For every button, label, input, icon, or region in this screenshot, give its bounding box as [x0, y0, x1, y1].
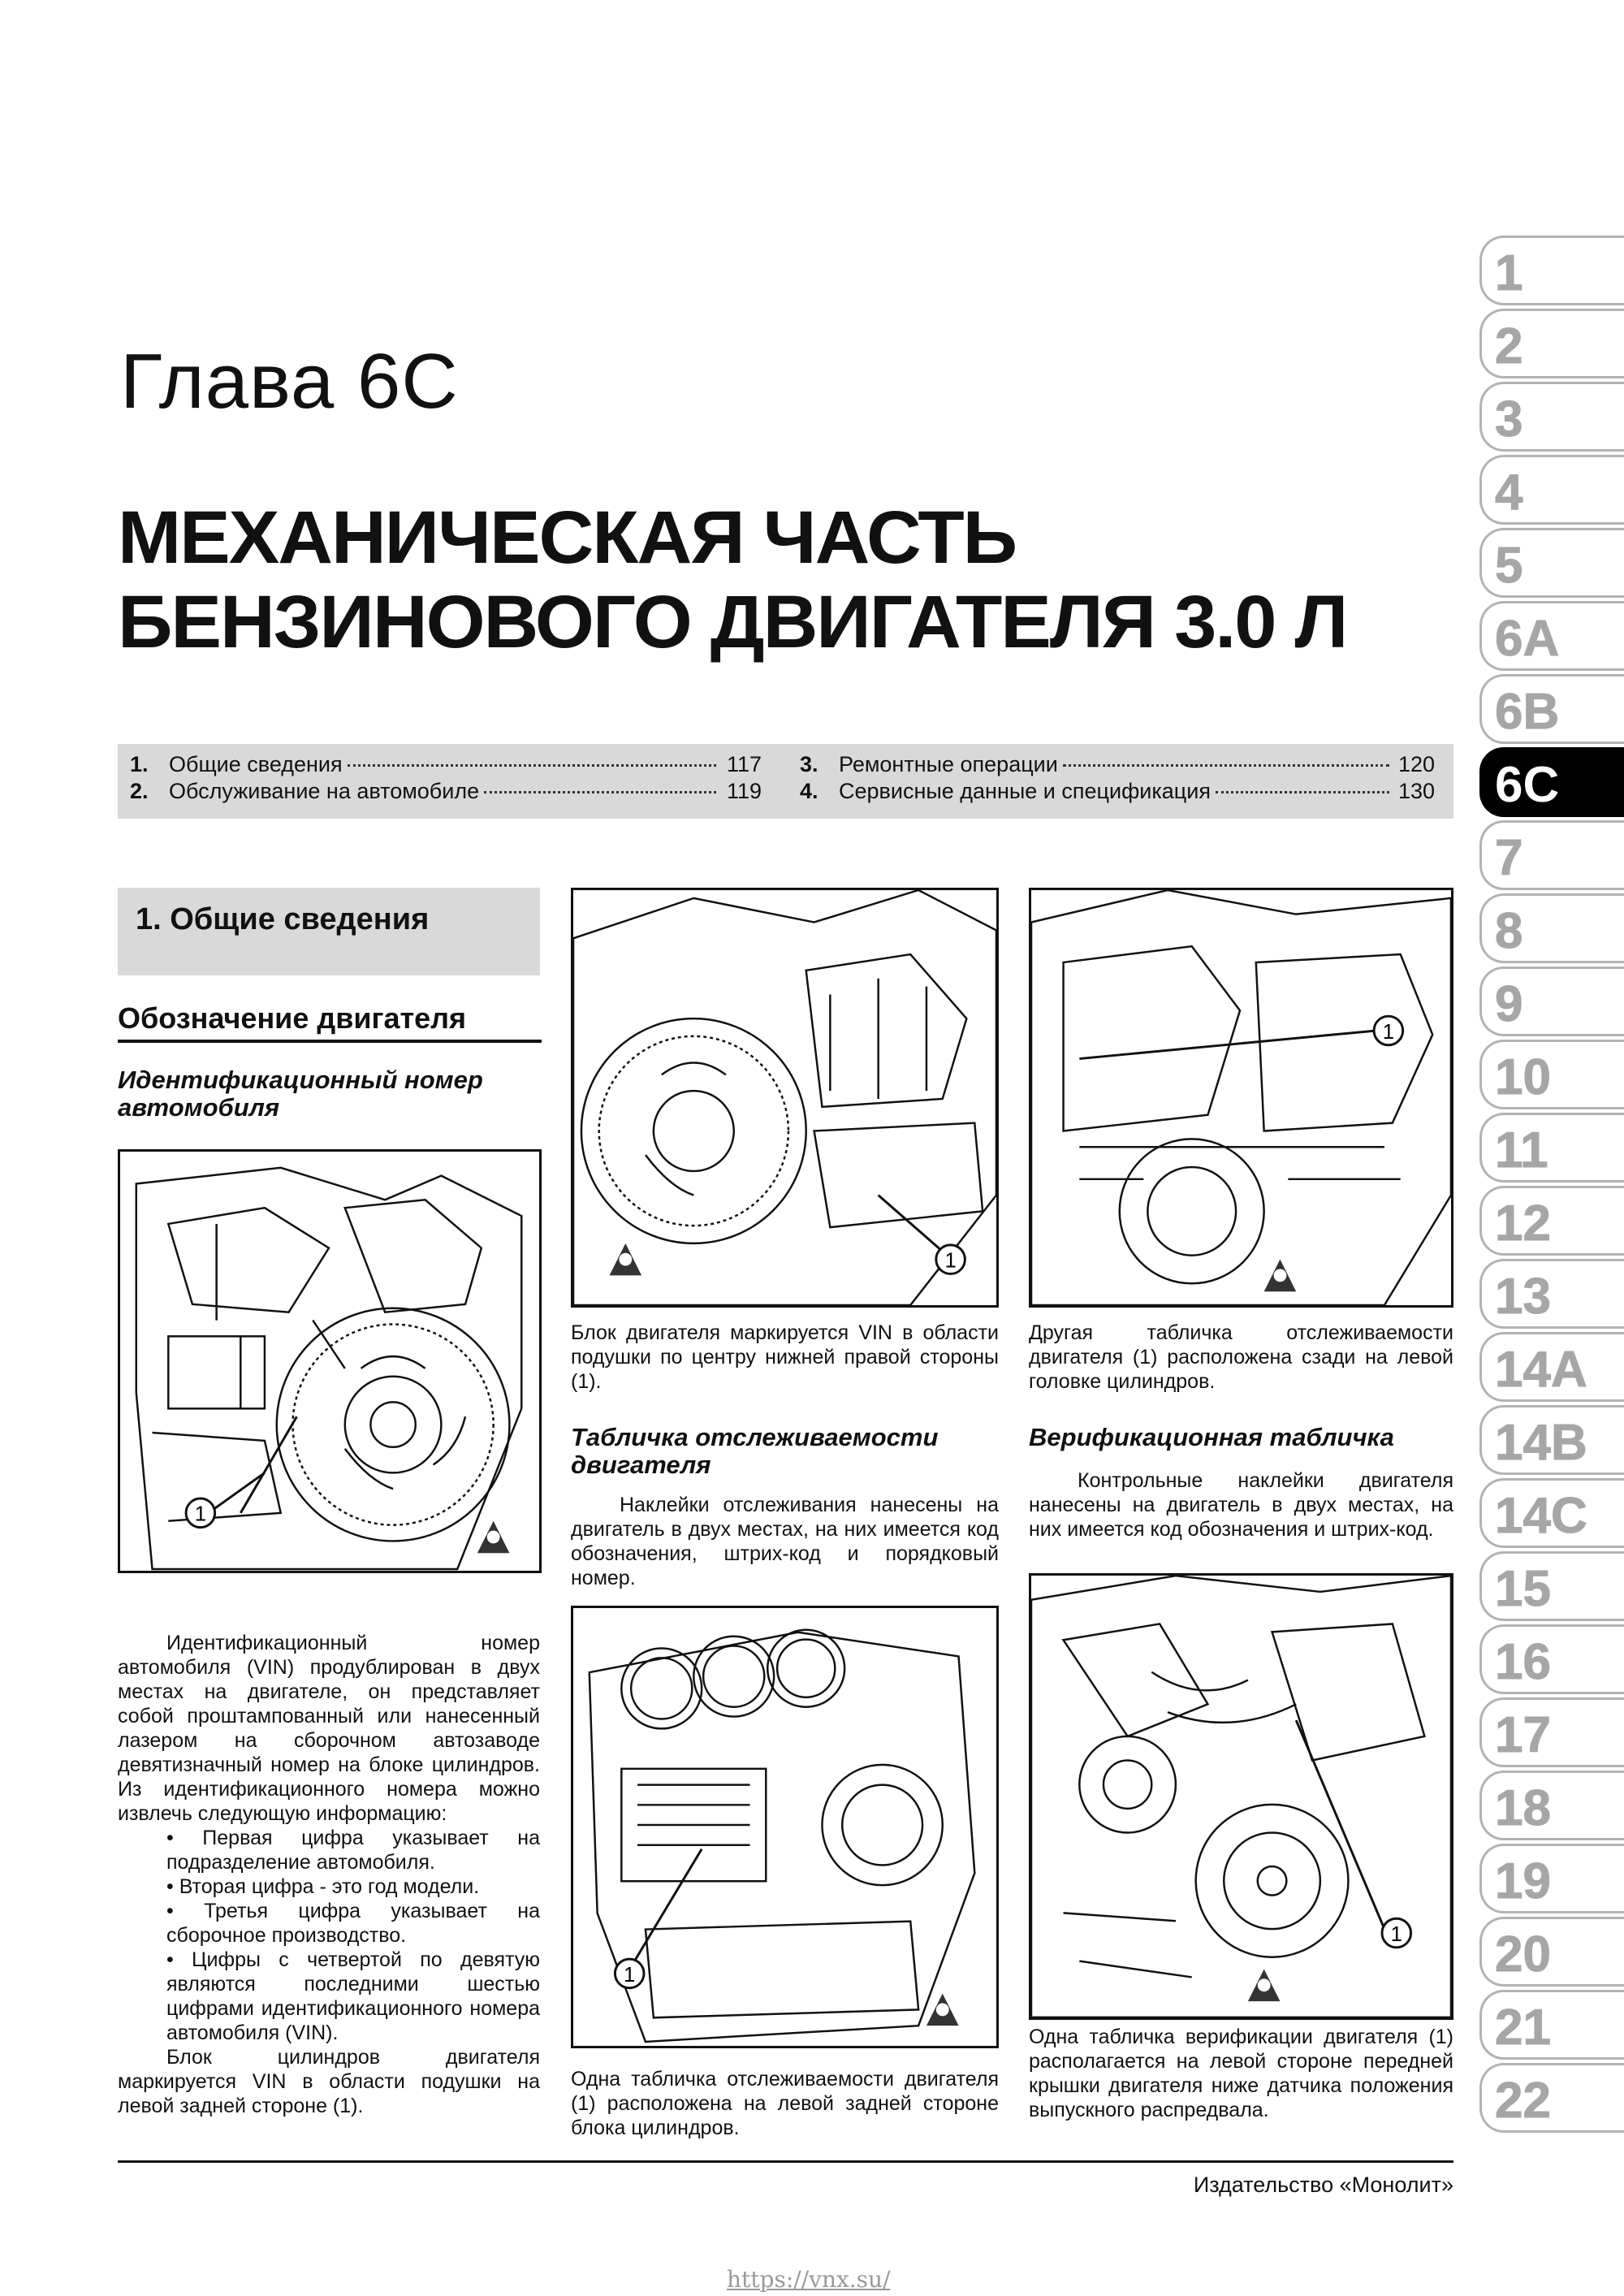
- callout-label: 1: [944, 1249, 957, 1273]
- chapter-tab[interactable]: 10: [1479, 1040, 1624, 1109]
- vin-description: [118, 1631, 540, 2118]
- chapter-tab[interactable]: 8: [1479, 893, 1624, 963]
- chapter-title: [118, 495, 1346, 664]
- toc-leader: [1063, 764, 1389, 767]
- toc-page: 119: [726, 779, 762, 803]
- engine-drawing: [573, 890, 996, 1305]
- subheading: Обозначение двигателя: [118, 1001, 466, 1035]
- callout-label: 1: [624, 1963, 636, 1987]
- toc-entry[interactable]: [130, 752, 762, 777]
- toc-number: 4.: [800, 779, 818, 803]
- toc-leader: [348, 764, 716, 767]
- chapter-tab[interactable]: 6A: [1479, 601, 1624, 671]
- section-title: 1. Общие сведения: [136, 902, 430, 936]
- toc-title: Обслуживание на автомобиле: [169, 779, 480, 803]
- engine-vin-figure: [118, 1149, 542, 1573]
- subheading-rule: [118, 1040, 542, 1043]
- chapter-tab[interactable]: 18: [1479, 1771, 1624, 1840]
- chapter-tab[interactable]: 4: [1479, 455, 1624, 525]
- callout-label: 1: [194, 1503, 206, 1526]
- toc-page: 117: [726, 752, 762, 776]
- sub-subheading: Верификационная табличка: [1029, 1423, 1394, 1451]
- figure-caption: Блок двигателя маркируется VIN в области подушки по центру нижней правой стороны (1).: [571, 1321, 999, 1393]
- toc-entry[interactable]: [800, 752, 1435, 777]
- sub-subheading: Идентификационный номер автомобиля: [118, 1066, 483, 1122]
- chapter-tab[interactable]: 11: [1479, 1113, 1624, 1183]
- chapter-tab[interactable]: 17: [1479, 1697, 1624, 1767]
- bullet-item: • Цифры с четвертой по девятую являются последними шестью цифрами идентификационного номера автомобиля (VIN).: [166, 1948, 540, 2044]
- chapter-tab[interactable]: 6B: [1479, 674, 1624, 744]
- monolit-logo: [1248, 1970, 1281, 2002]
- bullet-item: • Третья цифра указывает на сборочное производство.: [166, 1900, 540, 1947]
- front-cover-figure: [1029, 1573, 1453, 2020]
- chapter-tab[interactable]: 20: [1479, 1917, 1624, 1987]
- paragraph: Контрольные наклейки двигателя нанесены на двигатель в двух местах, на них имеется код обозначения и штрих-код.: [1029, 1469, 1453, 1541]
- monolit-logo: [610, 1243, 642, 1276]
- chapter-tab[interactable]: 2: [1479, 309, 1624, 378]
- paragraph: Наклейки отслеживания нанесены на двигатель в двух местах, на них имеется код обозначения, штрих-код и порядковый номер.: [571, 1494, 999, 1589]
- chapter-tab[interactable]: 3: [1479, 382, 1624, 452]
- chapter-tab[interactable]: 19: [1479, 1844, 1624, 1913]
- toc-leader: [484, 791, 716, 793]
- engine-drawing: [1031, 890, 1451, 1305]
- toc-title: Сервисные данные и спецификация: [839, 779, 1211, 803]
- chapter-tab[interactable]: 5: [1479, 528, 1624, 598]
- toc-entry[interactable]: [130, 779, 762, 804]
- verification-plate-text: [1029, 1468, 1453, 1541]
- chapter-tab[interactable]: 13: [1479, 1259, 1624, 1329]
- chapter-tab[interactable]: 14C: [1479, 1478, 1624, 1548]
- engine-block-right-figure: [571, 888, 999, 1308]
- chapter-tab-active[interactable]: 6C: [1479, 747, 1624, 817]
- monolit-logo: [1264, 1260, 1297, 1292]
- footer-rule: [118, 2160, 1453, 2163]
- cylinder-head-figure: [1029, 888, 1453, 1308]
- chapter-tab[interactable]: 21: [1479, 1990, 1624, 2060]
- section-header: [118, 888, 540, 975]
- chapter-tab[interactable]: 14A: [1479, 1332, 1624, 1402]
- chapter-label: Глава 6С: [120, 338, 459, 425]
- monolit-logo: [477, 1521, 510, 1554]
- figure-caption: Другая табличка отслеживаемости двигателя (1) расположена сзади на левой головке цилиндров.: [1029, 1321, 1453, 1393]
- chapter-tab[interactable]: 16: [1479, 1624, 1624, 1694]
- chapter-tab[interactable]: 15: [1479, 1551, 1624, 1621]
- chapter-tab[interactable]: 1: [1479, 236, 1624, 305]
- toc-number: 1.: [130, 752, 149, 776]
- sub-subheading: Табличка отслеживаемости двигателя: [571, 1423, 939, 1479]
- engine-drawing: [1031, 1576, 1451, 2017]
- engine-drawing: [120, 1152, 539, 1571]
- bullet-item: • Первая цифра указывает на подразделение автомобиля.: [166, 1827, 540, 1874]
- figure-caption: Одна табличка отслеживаемости двигателя (1) расположена на левой задней стороне блока цилиндров.: [571, 2068, 999, 2139]
- publisher-name: Издательство «Монолит»: [1193, 2173, 1453, 2197]
- chapter-tab[interactable]: 7: [1479, 820, 1624, 890]
- chapter-tab[interactable]: 9: [1479, 966, 1624, 1036]
- toc-title: Ремонтные операции: [839, 752, 1058, 776]
- chapter-title-line1: МЕХАНИЧЕСКАЯ ЧАСТЬ: [118, 496, 1017, 579]
- callout-label: 1: [1390, 1922, 1402, 1946]
- toc-number: 3.: [800, 752, 818, 776]
- toc-page: 130: [1397, 779, 1435, 803]
- engine-drawing: [573, 1608, 996, 2046]
- paragraph: Блок цилиндров двигателя маркируется VIN в области подушки на левой задней стороне (1).: [118, 2046, 540, 2117]
- toc-number: 2.: [130, 779, 149, 803]
- monolit-logo: [926, 1994, 959, 2026]
- chapter-title-line2: БЕНЗИНОВОГО ДВИГАТЕЛЯ 3.0 Л: [118, 581, 1347, 664]
- paragraph: Идентификационный номер автомобиля (VIN) продублирован в двух местах на двигателе, он представляет собой проштампованный или нанесенный лазером на сборочном автозаводе девятизначный номер на блоке цилиндров. Из идентификационного номера можно извлечь следующую информацию:: [118, 1632, 540, 1825]
- cylinder-block-figure: [571, 1606, 999, 2048]
- chapter-tab[interactable]: 14B: [1479, 1405, 1624, 1475]
- toc-leader: [1216, 791, 1389, 793]
- toc-title: Общие сведения: [169, 752, 343, 776]
- callout-label: 1: [1382, 1020, 1395, 1044]
- watermark-link[interactable]: https://vnx.su/: [727, 2266, 891, 2293]
- toc-entry[interactable]: [800, 779, 1435, 804]
- figure-caption: Одна табличка верификации двигателя (1) располагается на левой стороне передней крышки двигателя ниже датчика положения выпускного распредвала.: [1029, 2026, 1453, 2121]
- bullet-item: • Вторая цифра - это год модели.: [166, 1875, 480, 1898]
- tracking-plate-text: [571, 1493, 999, 1590]
- chapter-tab[interactable]: 12: [1479, 1186, 1624, 1256]
- chapter-tab[interactable]: 22: [1479, 2063, 1624, 2133]
- table-of-contents: [118, 744, 1453, 819]
- toc-page: 120: [1397, 752, 1435, 776]
